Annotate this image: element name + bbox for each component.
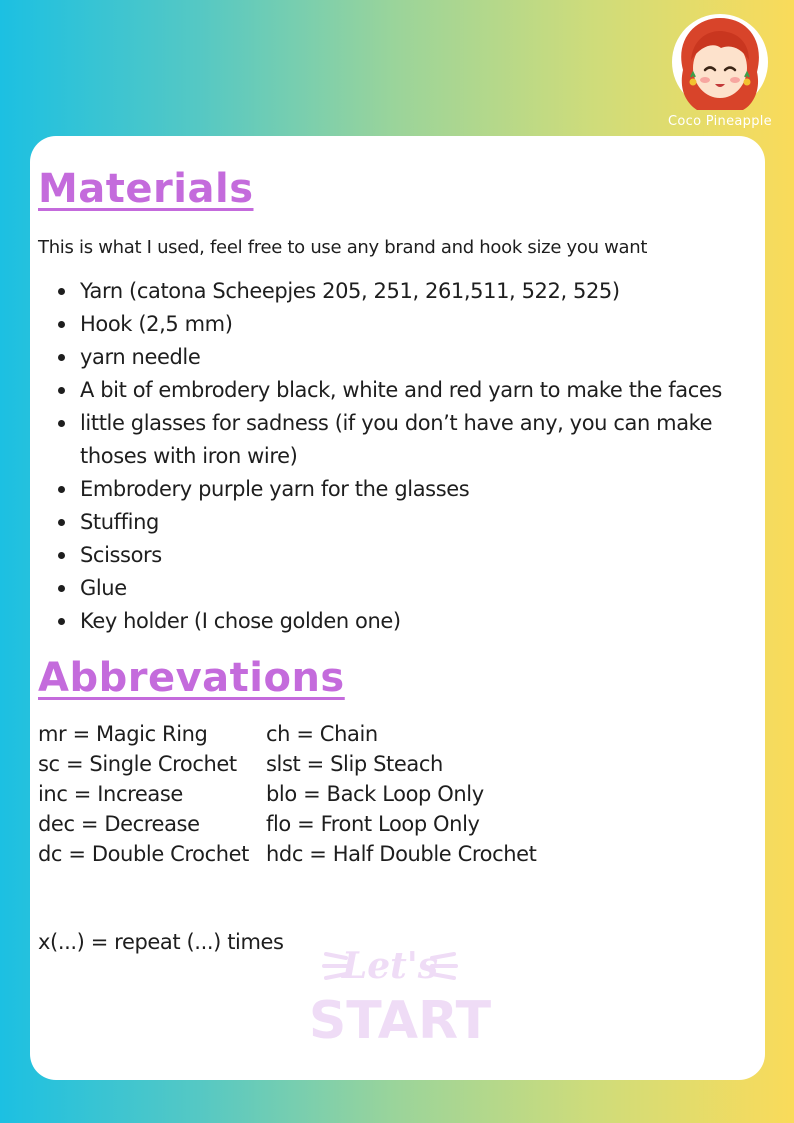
repeat-note: x(...) = repeat (...) times [38,930,284,954]
list-item: Stuffing [56,506,736,539]
list-item: Yarn (catona Scheepjes 205, 251, 261,511, 522, 525) [56,275,736,308]
brand-name: Coco Pineapple [668,114,772,129]
abbreviations-right-column [266,719,536,869]
list-item: Scissors [56,539,736,572]
watermark-line2: START [308,991,492,1051]
abbreviation-entry: inc = Increase [38,782,183,806]
list-item: A bit of embrodery black, white and red yarn to make the faces [56,374,736,407]
abbreviations-left-column [38,719,249,869]
list-item: Hook (2,5 mm) [56,308,736,341]
abbreviation-entry: slst = Slip Steach [266,752,443,776]
abbreviation-entry: mr = Magic Ring [38,722,208,746]
abbreviation-entry: flo = Front Loop Only [266,812,480,836]
materials-list [56,275,736,638]
abbreviation-entry: ch = Chain [266,722,378,746]
list-item: little glasses for sadness (if you don’t have any, you can make thoses with iron wire) [56,407,736,473]
abbreviation-entry: dc = Double Crochet [38,842,250,866]
abbreviations-heading: Abbrevations [38,655,345,701]
list-item: Key holder (I chose golden one) [56,605,736,638]
list-item: Glue [56,572,736,605]
list-item: yarn needle [56,341,736,374]
abbreviation-entry: dec = Decrease [38,812,200,836]
materials-heading: Materials [38,166,254,212]
abbreviation-entry: hdc = Half Double Crochet [266,842,537,866]
materials-intro: This is what I used, feel free to use any brand and hook size you want [38,237,648,258]
list-item: Embrodery purple yarn for the glasses [56,473,736,506]
abbreviation-entry: blo = Back Loop Only [266,782,484,806]
abbreviation-entry: sc = Single Crochet [38,752,237,776]
watermark-line1: Let's [341,945,439,987]
lets-start-watermark [308,930,492,1051]
